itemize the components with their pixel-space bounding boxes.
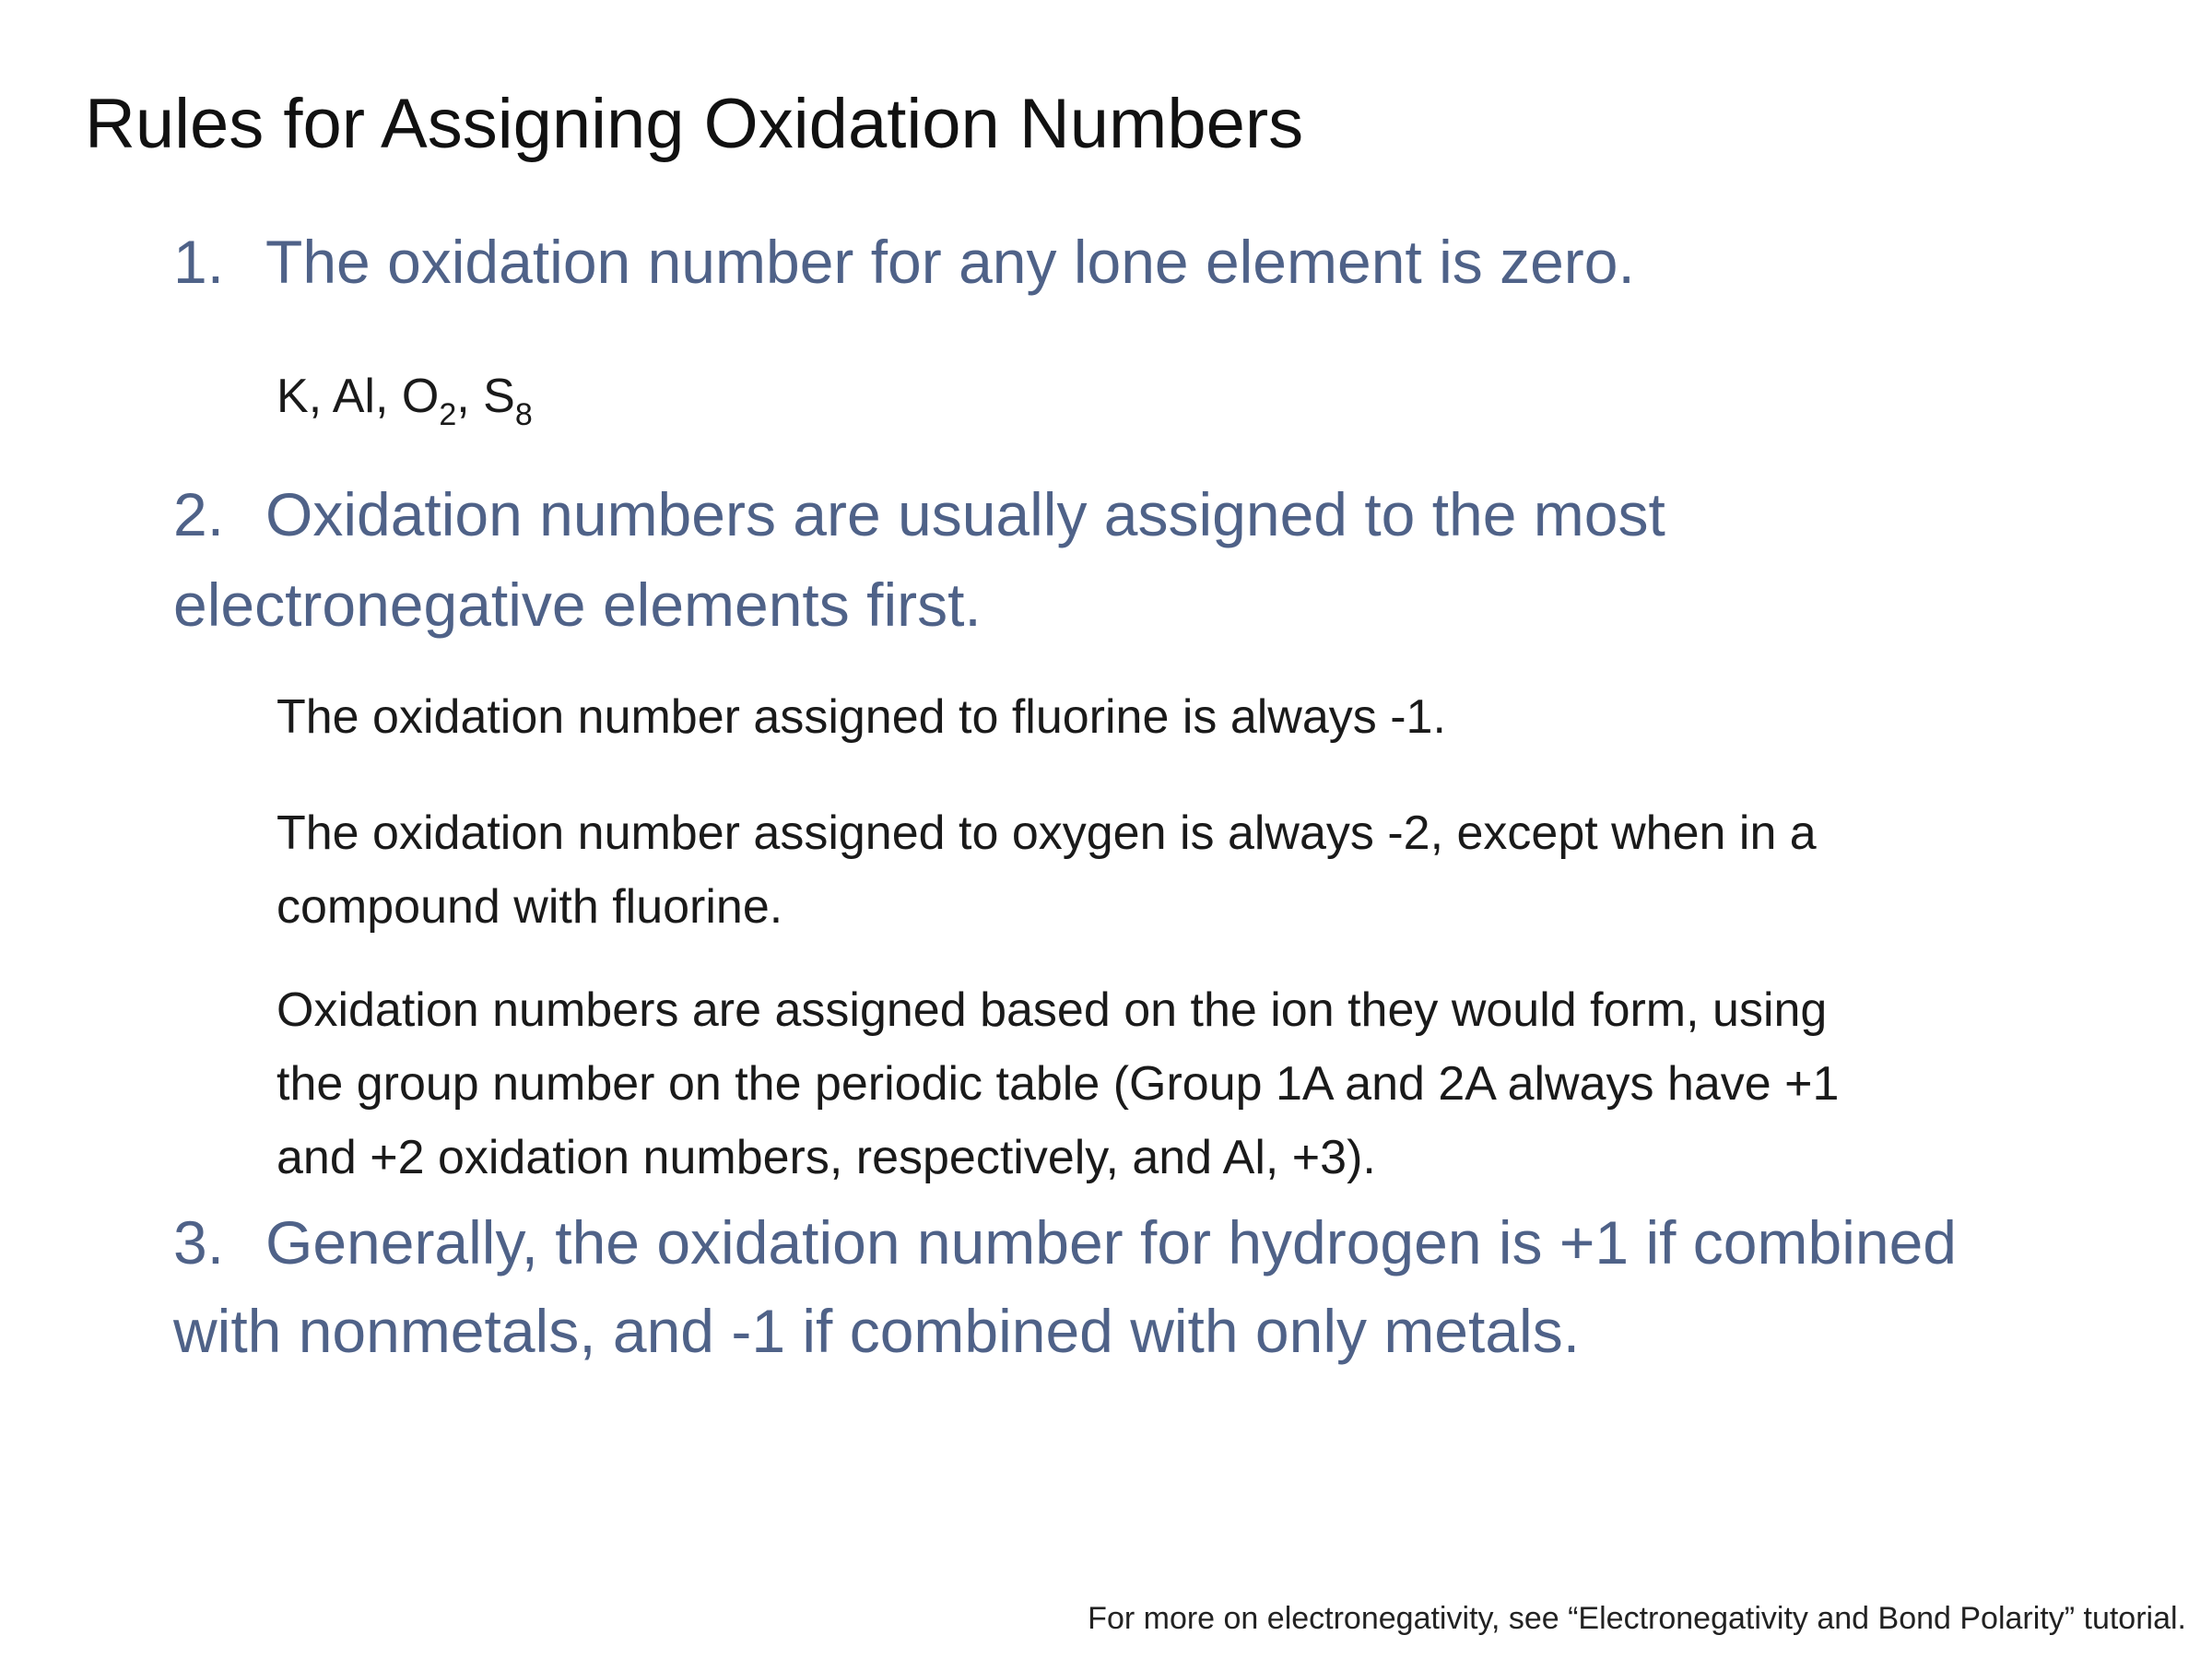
example-separator: , [308, 370, 333, 423]
rule-2-line-1 [173, 470, 1665, 559]
rule-3-line-2: with nonmetals, and -1 if combined with only metals. [173, 1297, 1581, 1365]
rule-3-number: 3. [173, 1208, 225, 1277]
example-aluminum: Al [332, 370, 375, 423]
slide-title: Rules for Assigning Oxidation Numbers [85, 85, 1304, 163]
oxygen-rule-line-1: The oxidation number assigned to oxygen is always -2, except when in a [276, 806, 1817, 860]
example-oxygen-symbol: O [401, 370, 440, 423]
ion-rule-line-1: Oxidation numbers are assigned based on the ion they would form, using [276, 983, 1828, 1037]
rule-2-number: 2. [173, 480, 225, 548]
oxygen-rule-line-2: compound with fluorine. [276, 880, 783, 934]
example-separator: , [456, 370, 484, 423]
example-sulfur-symbol: S [483, 370, 515, 423]
rule-1-text: The oxidation number for any lone element is zero. [265, 228, 1635, 296]
fluorine-rule: The oxidation number assigned to fluorine is always -1. [276, 690, 1446, 744]
ion-rule-line-3: and +2 oxidation numbers, respectively, and Al, +3). [276, 1131, 1376, 1184]
rule-1 [173, 218, 1635, 306]
rule-1-number: 1. [173, 228, 225, 296]
rule-2-line-2: electronegative elements first. [173, 571, 982, 639]
example-oxygen-subscript: 2 [439, 397, 457, 432]
rule-1-examples [276, 359, 533, 433]
example-separator: , [374, 370, 402, 423]
example-sulfur-subscript: 8 [514, 397, 533, 432]
example-potassium: K [276, 370, 309, 423]
footnote: For more on electronegativity, see “Electronegativity and Bond Polarity” tutorial. [1088, 1601, 2186, 1636]
ion-rule-line-2: the group number on the periodic table (Group 1A and 2A always have +1 [276, 1057, 1840, 1111]
rule-2-text-line-1: Oxidation numbers are usually assigned to the most [265, 480, 1665, 548]
example-sulfur [483, 370, 533, 432]
rule-3-text-line-1: Generally, the oxidation number for hydrogen is +1 if combined [265, 1208, 1957, 1277]
example-oxygen [401, 370, 457, 432]
rule-3-line-1 [173, 1198, 1957, 1287]
